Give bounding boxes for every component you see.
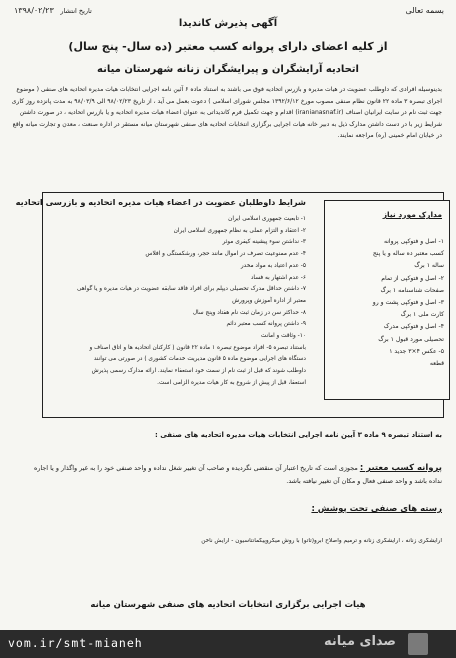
brand-logo-text: صدای میانه bbox=[324, 634, 396, 649]
document-item: صفحات شناسنامه ۱ برگ bbox=[380, 286, 444, 294]
documents-title: مدارک مورد نیاز bbox=[382, 210, 442, 219]
condition-item: ۲- اعتقاد و التزام عملی به نظام جمهوری اسلامی ایران bbox=[173, 227, 306, 234]
condition-item: معتبر از اداره آموزش وپرورش bbox=[232, 297, 306, 304]
permit-term: پروانه کسب معتبر : bbox=[359, 463, 442, 473]
document-item: کسب معتبر ده ساله و یا پنج bbox=[372, 250, 444, 258]
conditions-list bbox=[46, 214, 306, 390]
signature-line: هیات اجرایی برگزاری انتخابات اتحادیه های صنفی شهرستان میانه bbox=[90, 600, 366, 610]
document-item: ۳- اصل و فتوکپی پشت و رو bbox=[372, 299, 444, 307]
condition-item: ۷- داشتن حداقل مدرک تحصیلی دیپلم برای افراد فاقد سابقه عضویت در هیات مدیره و یا گواهی bbox=[76, 286, 306, 293]
publish-date-label: تاریخ انتشار bbox=[60, 7, 92, 15]
condition-item: ۶- عدم اشتهار به فساد bbox=[250, 274, 306, 281]
document-item: ۱- اصل و فتوکپی پروانه bbox=[383, 238, 444, 245]
document-item: ۴- اصل و فتوکپی مدرک bbox=[383, 323, 444, 331]
permit-definition bbox=[26, 462, 442, 487]
title-line-3: اتحادیه آرایشگران و پیرایشگران زنانه شهرستان میانه bbox=[97, 64, 359, 75]
document-item: قطعه bbox=[429, 360, 444, 368]
condition-item: ۴- عدم ممنوعیت تصرف در اموال مانند حجر، ورشکستگی و افلاس bbox=[145, 251, 306, 258]
condition-item: ۳- نداشتن سوء پیشینه کیفری موثر bbox=[222, 239, 306, 246]
condition-item: ۱- تابعیت جمهوری اسلامی ایران bbox=[228, 216, 306, 222]
law-reference: به استناد تبصره ۹ ماده ۳ آیین نامه اجرایی انتخابات هیات مدیره اتحادیه های صنفی : bbox=[154, 431, 442, 439]
document-item: ۵- عکس ۴×۳ جدید ۱ bbox=[389, 347, 444, 355]
document-item: کارت ملی ۱ برگ bbox=[400, 311, 444, 319]
document-item: ۲- اصل و فتوکپی از تمام bbox=[381, 274, 444, 282]
condition-item: دستگاه های اجرایی موضوع ماده ۵ قانون مدیریت خدمات کشوری ) در صورتی می توانند bbox=[93, 356, 306, 363]
condition-item: باستناد تبصره ۵- افراد موضوع تبصره ۱ ماده ۲۲ قانون ( کارکنان اتحادیه ها و اتاق اصناف و bbox=[89, 344, 306, 351]
coverage-title: رسته های صنفی تحت پوشش : bbox=[311, 504, 442, 514]
condition-item: ۸- حداکثر سن در زمان ثبت نام هفتاد وپنج سال bbox=[192, 309, 306, 316]
document-item: تحصیلی مورد قبول ۱ برگ bbox=[378, 335, 444, 343]
condition-item: ۱۰- وثاقت و امانت bbox=[260, 333, 306, 340]
document-item: ساله ۱ برگ bbox=[414, 262, 444, 270]
conditions-title: شرایط داوطلبان عضویت در اعضاء هیات مدیره اتحادیه و بازرسی اتحادیه bbox=[15, 197, 306, 207]
title-line-2: از کلیه اعضای دارای پروانه کسب معتبر (ده سال- پنج سال) bbox=[68, 40, 388, 53]
permit-text: مجوزی است که تاریخ اعتبار آن منقضی نگردیده و صاحب آن تغییر شغل نداده و واحد صنفی خود را به غیر واگذار و یا اجاره نداده باشد و واحد صنفی فعال و مکان آن تغییر نیافته باشد. bbox=[33, 464, 442, 485]
coverage-list: آرایشگری زنانه ، آرایشگری زنانه و ترمیم واصلاح ابرو(تاتو) با روش میکروپیگمانتاسیون - آرایش ناخن bbox=[201, 538, 442, 544]
brand-logo-icon bbox=[408, 633, 428, 655]
basmala: بسمه تعالی bbox=[405, 6, 444, 15]
condition-item: استعفا، قبل از پیش از شروع به کار هیات مدیره الزامی است. bbox=[157, 379, 306, 386]
title-line-1: آگهی پذیرش کاندیدا bbox=[178, 18, 278, 29]
condition-item: ۹- داشتن پروانه کسب معتبر دائم bbox=[226, 321, 306, 328]
footer-url[interactable]: vom.ir/smt-mianeh bbox=[8, 636, 143, 650]
intro-paragraph: بدینوسیله افرادی که داوطلب عضویت در هیات مدیره و بازرس اتحادیه فوق می باشند به استناد ماده ۶ آئین نامه اجرایی انتخابات هیات مدیره اتحادیه های صنفی ( موضوع اجرای تبصره ۳ ماده ۲۲ قانون نظام صنفی مصوب مورخ ۱۳۹۲/۶/۱۲ مجلس شورای اسلامی ) دعوت بعمل می آید ، از تاریخ ۹۸/۰۲/۲۳ الی ۹۸/۰۳/۹ به مدت پانزده روز کاری جهت ثبت نام در سایت ایرانیان اصناف (iranianasnaf.ir) اقدام و جهت تکمیل فرم کاندیداتی به عنوان اعضاء هیات مدیره اتحادیه و یا بازرس اتحادیه ، در صورت داشتن شرایط زیر با در دست داشتن مدارک ذیل به دبیر خانه هیات اجرایی برگزاری انتخابات اتحادیه های صنفی شهرستان میانه مستقر در اداره صنعت ، معدن و تجارت میانه واقع در خیابان امام خمینی (ره) مراجعه نمایند. bbox=[11, 86, 442, 139]
condition-item: ۵- عدم اعتیاد به مواد مخدر bbox=[240, 262, 306, 269]
condition-item: داوطلب شوند که قبل از ثبت نام از سمت خود استعفاء نمایند. ارائه مدارک رسمی پذیرش bbox=[91, 368, 306, 375]
publish-date-value: ۱۳۹۸/۰۲/۲۳ bbox=[14, 6, 54, 15]
publish-date bbox=[14, 6, 92, 15]
documents-list bbox=[336, 236, 444, 370]
